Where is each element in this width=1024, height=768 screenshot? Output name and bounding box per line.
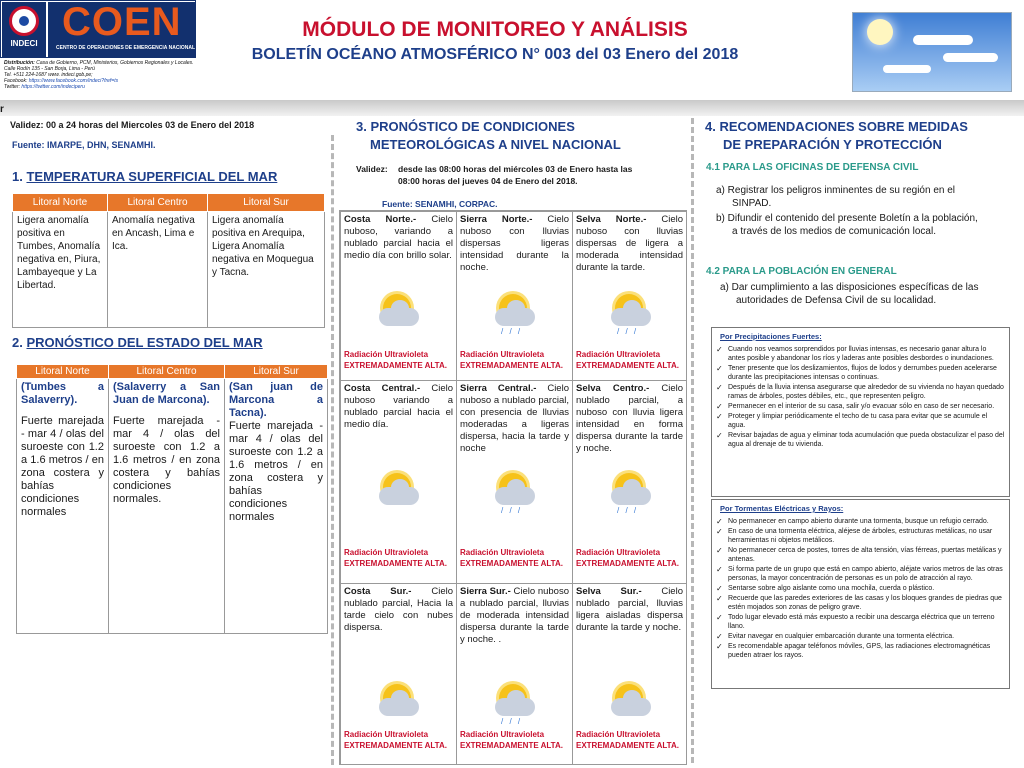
cloud-shape	[913, 35, 973, 45]
sst-header-sur: Litoral Sur	[208, 194, 325, 212]
page-subtitle: BOLETÍN OCÉANO ATMOSFÉRICO N° 003 del 03 Enero del 2018	[251, 46, 739, 63]
forecast-validity	[356, 163, 632, 187]
forecast-source: Fuente: SENAMHI, CORPAC.	[382, 199, 498, 209]
header-divider	[0, 100, 1024, 116]
sun-cloud-icon	[375, 473, 423, 515]
list-item: a) Dar cumplimiento a las disposiciones específicas de las autoridades de Defensa Civil de su localidad.	[720, 282, 979, 306]
section-3-number: 3.	[356, 119, 367, 134]
forecast-text	[460, 214, 569, 274]
uv-radiation-line1: Radiación Ultravioleta	[344, 730, 429, 739]
uv-radiation-line2: EXTREMADAMENTE ALTA.	[576, 361, 679, 370]
section-3-title-line1: PRONÓSTICO DE CONDICIONES	[370, 119, 575, 134]
heavy-rain-title: Por Precipitaciones Fuertes:	[720, 332, 822, 341]
distribution-label: Distribución:	[4, 60, 35, 66]
coen-subtitle: CENTRO DE OPERACIONES DE EMERGENCIA NACIONAL	[56, 45, 195, 51]
distribution-info	[4, 60, 204, 90]
coen-logo	[48, 2, 196, 58]
heavy-rain-box	[711, 327, 1010, 497]
forecast-region: Costa Norte.-	[344, 214, 417, 225]
twitter-link[interactable]: https://twitter.com/indeciperu	[21, 84, 85, 90]
list-item: a) Registrar los peligros inminentes de su región en el SINPAD.	[716, 185, 956, 209]
forecast-validity-line1: desde las 08:00 horas del miércoles 03 de Enero hasta las	[398, 164, 633, 174]
column-divider	[691, 118, 694, 763]
forecast-cell	[340, 211, 457, 381]
storms-list	[716, 517, 1005, 660]
recommendation-item: ✓ Revisar bajadas de agua y eliminar toda acumulación que pueda obstaculizar el paso del agua al drenaje de tu vivienda.	[716, 431, 1005, 449]
logo-block	[0, 0, 196, 58]
uv-radiation-line2: EXTREMADAMENTE ALTA.	[460, 361, 563, 370]
section-4-title-line2: DE PREPARACIÓN Y PROTECCIÓN	[723, 137, 942, 152]
section-1-title: TEMPERATURA SUPERFICIAL DEL MAR	[26, 169, 278, 184]
recommendation-item: ✓ Permanecer en el interior de su casa, salir y/o evacuar sólo en caso de ser necesario.	[716, 402, 1005, 411]
forecast-validity-label: Validez:	[356, 164, 388, 174]
recommendation-item: ✓ Cuando nos veamos sorprendidos por lluvias intensas, es necesario ganar altura lo antes posible y abandonar los ríos y laderas ante posibles desbordes o inundaciones.	[716, 345, 1005, 363]
uv-radiation-line1: Radiación Ultravioleta	[344, 350, 429, 359]
uv-radiation-label	[576, 729, 679, 751]
forecast-description: Cielo nublado parcial, lluvias ligera aisladas dispersa durante la tarde y noche.	[576, 586, 683, 633]
section-2-number: 2.	[12, 335, 23, 350]
list-item: b) Difundir el contenido del presente Boletín a la población, a través de los medios de comunicación local.	[716, 213, 978, 237]
forecast-description: Cielo nublado parcial, Hacia la tarde cielo con nubes dispersa.	[344, 586, 453, 633]
telephone: Tel. +511 224-1687 www. indeci.gob.pe;	[4, 72, 93, 78]
forecast-cell	[572, 380, 687, 584]
sun-cloud-rain-icon: / / /	[491, 473, 539, 515]
forecast-description: Cielo nuboso a nublado parcial, con presencia de lluvias moderadas a ligeras dispersa, hacia la tarde y noche	[460, 383, 569, 454]
section-1-heading	[12, 169, 277, 184]
uv-radiation-line1: Radiación Ultravioleta	[344, 548, 429, 557]
forecast-cell	[456, 211, 573, 381]
sea-cell-sur	[225, 379, 328, 634]
forecast-cell	[340, 583, 457, 765]
sea-place-centro: (Salaverry a San Juan de Marcona).	[113, 381, 220, 406]
uv-radiation-label	[344, 729, 447, 751]
recommendation-item: ✓ No permanecer cerca de postes, torres de alta tensión, vías férreas, puertas metálicas y antenas.	[716, 546, 1005, 564]
sky-photo	[852, 12, 1012, 92]
section-2-title: PRONÓSTICO DEL ESTADO DEL MAR	[26, 335, 263, 350]
forecast-cell	[572, 583, 687, 765]
section-4-number: 4.	[705, 119, 716, 134]
recommendation-item: ✓ Si forma parte de un grupo que está en campo abierto, aléjate varios metros de las otras personas, la mayor concentración de personas es un polo de atracción al rayo.	[716, 565, 1005, 583]
forecast-text	[344, 383, 453, 431]
column-divider	[331, 135, 334, 765]
sun-cloud-rain-icon: / / /	[607, 473, 655, 515]
forecast-description: Cielo nuboso, variando a nublado parcial hacia el medio día con brillo solar.	[344, 214, 453, 261]
uv-radiation-label	[460, 729, 563, 751]
sst-cell-norte: Ligera anomalía positiva en Tumbes, Anomalía negativa en, Piura, Lambayeque y La Libertad.	[13, 212, 108, 328]
recommendation-item: ✓ No permanecer en campo abierto durante una tormenta, busque un refugio cerrado.	[716, 517, 1005, 526]
forecast-cell	[340, 380, 457, 584]
indeci-label: INDECI	[10, 39, 38, 48]
recommendation-item: ✓ Evitar navegar en cualquier embarcación durante una tormenta eléctrica.	[716, 632, 1005, 641]
sea-cell-norte	[17, 379, 109, 634]
forecast-description: Cielo nuboso con lluvias dispersas ligeras intensidad durante la noche.	[460, 214, 569, 273]
sea-place-sur: (San juan de Marcona a Tacna).	[229, 381, 323, 419]
subsection-4-1: 4.1 PARA LAS OFICINAS DE DEFENSA CIVIL	[706, 162, 919, 173]
uv-radiation-line1: Radiación Ultravioleta	[460, 730, 545, 739]
page-title: MÓDULO DE MONITOREO Y ANÁLISIS	[302, 18, 688, 41]
uv-radiation-line2: EXTREMADAMENTE ALTA.	[460, 559, 563, 568]
sea-header-sur: Litoral Sur	[225, 365, 328, 379]
forecast-text	[344, 214, 453, 262]
forecast-cell	[572, 211, 687, 381]
forecast-region: Costa Central.-	[344, 383, 421, 394]
uv-radiation-line1: Radiación Ultravioleta	[576, 350, 661, 359]
recommendation-item: ✓ Recuerde que las paredes exteriores de las casas y los bloques grandes de piedras que estén mojados son zonas de peligro grave.	[716, 594, 1005, 612]
storms-title: Por Tormentas Eléctricas y Rayos:	[720, 504, 844, 513]
section-4-title-line1: RECOMENDACIONES SOBRE MEDIDAS	[719, 119, 968, 134]
forecast-text	[576, 214, 683, 274]
indeci-logo	[2, 2, 46, 58]
uv-radiation-label	[460, 349, 563, 371]
uv-radiation-label	[344, 547, 447, 569]
sea-state-table	[16, 364, 328, 634]
forecast-description: Cielo nublado parcial, a nuboso con lluvia ligera intensidad en forma dispersa durante la tarde y noche.	[576, 383, 683, 454]
section-4-heading	[705, 118, 1005, 154]
section-2-heading	[12, 335, 263, 350]
uv-radiation-line2: EXTREMADAMENTE ALTA.	[344, 559, 447, 568]
sun-cloud-icon	[375, 684, 423, 726]
section-1-number: 1.	[12, 169, 23, 184]
forecast-grid	[339, 210, 687, 765]
facebook-label: Facebook:	[4, 78, 28, 84]
sst-cell-centro: Anomalía negativa en Ancash, Lima e Ica.	[108, 212, 208, 328]
subsection-4-2: 4.2 PARA LA POBLACIÓN EN GENERAL	[706, 266, 897, 277]
forecast-text	[460, 586, 569, 646]
sea-text-norte: Fuerte marejada - mar 4 / olas del suroeste con 1.2 a 1.6 metros / en zona costera y bahías condiciones normales	[21, 415, 104, 518]
sea-header-norte: Litoral Norte	[17, 365, 109, 379]
uv-radiation-label	[576, 547, 679, 569]
civil-defense-list	[716, 184, 1016, 238]
sun-cloud-icon	[375, 294, 423, 336]
recommendation-item: ✓ Todo lugar elevado está más expuesto a recibir una descarga eléctrica que un terreno llano.	[716, 613, 1005, 631]
forecast-cell	[456, 380, 573, 584]
sea-cell-centro	[109, 379, 225, 634]
recommendation-item: ✓ Proteger y limpiar periódicamente el techo de tu casa para evitar que se acumule el agua.	[716, 412, 1005, 430]
address: Calle Rodín 135 - San Borja, Lima - Perú	[4, 66, 95, 72]
distribution-text: Casa de Gobierno, PCM, Ministerios, Gobiernos Regionales y Locales.	[36, 60, 194, 66]
sea-text-sur: Fuerte marejada - mar 4 / olas del suroeste con 1.2 a 1.6 metros / en zona costera y bahías condiciones normales	[229, 420, 323, 523]
forecast-region: Sierra Sur.-	[460, 586, 511, 597]
sea-text-centro: Fuerte marejada - mar 4 / olas del suroeste con 1.2 a 1.6 metros / en zona costera y bahías condiciones normales.	[113, 415, 220, 505]
population-list	[720, 281, 1010, 307]
recommendation-item: ✓ Tener presente que los deslizamientos, flujos de lodos y derrumbes pueden acelerarse durante las precipitaciones intensas o continuas.	[716, 364, 1005, 382]
sea-place-norte: (Tumbes a Salaverry).	[21, 381, 104, 406]
uv-radiation-line2: EXTREMADAMENTE ALTA.	[460, 741, 563, 750]
uv-radiation-line2: EXTREMADAMENTE ALTA.	[344, 361, 447, 370]
forecast-region: Sierra Central.-	[460, 383, 537, 394]
cloud-shape	[943, 53, 998, 62]
recommendation-item: ✓ Es recomendable apagar teléfonos móviles, GPS, las radiaciones electromagnéticas pueden atraer los rayos.	[716, 642, 1005, 660]
forecast-cell	[456, 583, 573, 765]
r-mark: r	[0, 104, 4, 115]
uv-radiation-line2: EXTREMADAMENTE ALTA.	[344, 741, 447, 750]
recommendation-item: ✓ En caso de una tormenta eléctrica, aléjese de árboles, estructuras metálicas, no usar herramientas ni objetos metálicos.	[716, 527, 1005, 545]
sun-cloud-rain-icon: / / /	[491, 294, 539, 336]
recommendation-item: ✓ Después de la lluvia intensa asegurarse que alrededor de su vivienda no hayan quedado ramas de árboles, postes débiles, etc., que representen peligro.	[716, 383, 1005, 401]
sst-cell-sur: Ligera anomalía positiva en Arequipa, Ligera Anomalía negativa en Moquegua y Tacna.	[208, 212, 325, 328]
forecast-region: Costa Sur.-	[344, 586, 412, 597]
forecast-description: Cielo nuboso variando a nublado parcial hacia el medio día.	[344, 383, 453, 430]
uv-radiation-line1: Radiación Ultravioleta	[460, 548, 545, 557]
forecast-region: Selva Norte.-	[576, 214, 647, 225]
sun-cloud-rain-icon: / / /	[607, 294, 655, 336]
cloud-shape	[883, 65, 931, 73]
uv-radiation-line1: Radiación Ultravioleta	[576, 548, 661, 557]
forecast-region: Selva Sur.-	[576, 586, 642, 597]
sun-icon	[867, 19, 893, 45]
sst-header-centro: Litoral Centro	[108, 194, 208, 212]
uv-radiation-label	[344, 349, 447, 371]
uv-radiation-line1: Radiación Ultravioleta	[576, 730, 661, 739]
forecast-text	[460, 383, 569, 455]
section-3-title-line2: METEOROLÓGICAS A NIVEL NACIONAL	[370, 137, 621, 152]
forecast-description: Cielo nuboso con lluvias dispersas de ligera a moderada intensidad durante la tarde.	[576, 214, 683, 273]
sun-cloud-rain-icon: / / /	[491, 684, 539, 726]
twitter-label: Twitter:	[4, 84, 21, 90]
section-3-heading	[356, 118, 656, 154]
forecast-text	[576, 586, 683, 634]
sst-table	[12, 193, 325, 328]
indeci-emblem-icon	[9, 6, 39, 36]
recommendation-item: ✓ Sentarse sobre algo aislante como una mochila, cuerda o plástico.	[716, 584, 1005, 593]
forecast-description: Cielo nuboso a nublado parcial, lluvias de moderada intensidad dispersa durante la tarde y noche. .	[460, 586, 569, 645]
heavy-rain-list	[716, 345, 1005, 449]
forecast-text	[344, 586, 453, 634]
uv-radiation-label	[460, 547, 563, 569]
validity-text: Validez: 00 a 24 horas del Miercoles 03 de Enero del 2018	[10, 120, 255, 130]
storms-box	[711, 499, 1010, 689]
uv-radiation-label	[576, 349, 679, 371]
sea-header-centro: Litoral Centro	[109, 365, 225, 379]
forecast-text	[576, 383, 683, 455]
coen-logo-text: COEN	[62, 0, 182, 44]
facebook-link[interactable]: https://www.facebook.com/indeci?fref=ts	[28, 78, 119, 84]
sun-cloud-icon	[607, 684, 655, 726]
source-text: Fuente: IMARPE, DHN, SENAMHI.	[12, 140, 156, 150]
uv-radiation-line2: EXTREMADAMENTE ALTA.	[576, 559, 679, 568]
forecast-region: Selva Centro.-	[576, 383, 650, 394]
forecast-region: Sierra Norte.-	[460, 214, 533, 225]
sst-header-norte: Litoral Norte	[13, 194, 108, 212]
forecast-validity-line2: 08:00 horas del jueves 04 de Enero del 2018.	[398, 176, 578, 186]
uv-radiation-line2: EXTREMADAMENTE ALTA.	[576, 741, 679, 750]
uv-radiation-line1: Radiación Ultravioleta	[460, 350, 545, 359]
